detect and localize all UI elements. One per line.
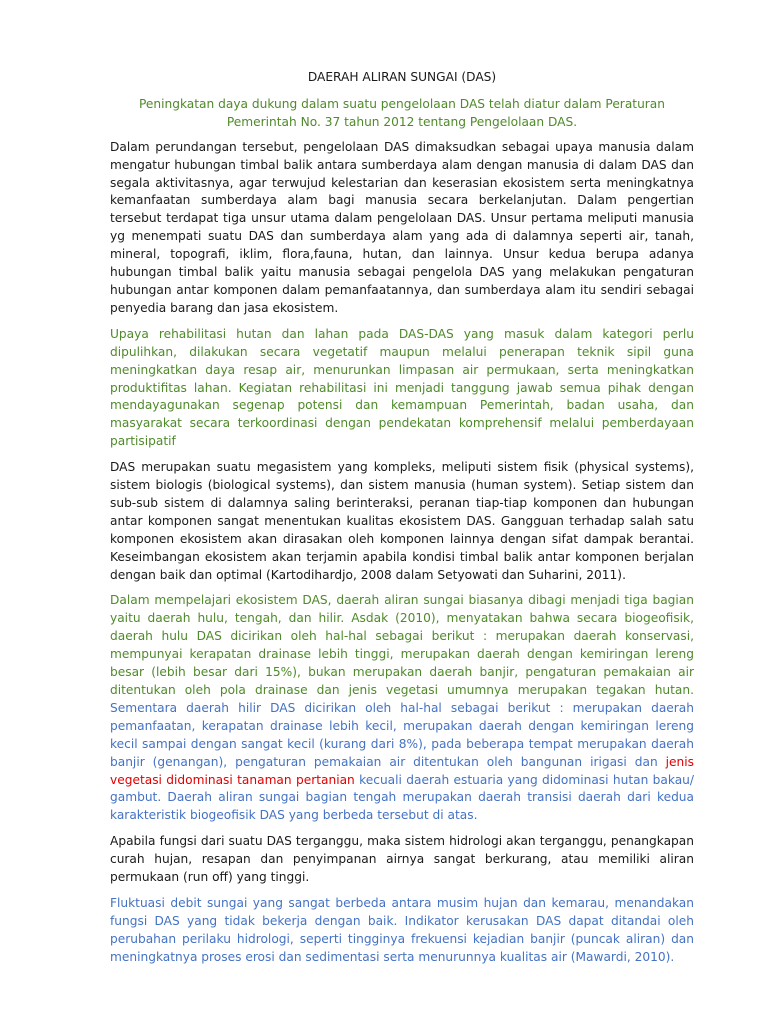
document-body xyxy=(110,66,694,975)
paragraph-4-blue-segment-2: kecuali daerah estuaria yang didominasi hutan bakau/ gambut. Daerah aliran sungai bagian tengah merupakan daerah transisi daerah dari kedua karakteristik biogeofisik DAS yang berbeda tersebut di atas. xyxy=(110,772,695,823)
document-title: DAERAH ALIRAN SUNGAI (DAS) xyxy=(307,70,497,84)
paragraph-6: Fluktuasi debit sungai yang sangat berbeda antara musim hujan dan kemarau, menandakan fungsi DAS yang tidak bekerja dengan baik. Indikator kerusakan DAS dapat ditandai oleh perubahan perilaku hidrologi, seperti tingginya frekuensi kejadian banjir (puncak aliran) dan meningkatnya proses erosi dan sedimentasi serta menurunnya kualitas air (Mawardi, 2010). xyxy=(110,895,694,964)
paragraph-2: Upaya rehabilitasi hutan dan lahan pada DAS-DAS yang masuk dalam kategori perlu dipulihkan, dilakukan secara vegetatif maupun melalui penerapan teknik sipil guna meningkatkan daya resap air, menurunkan limpasan air permukaan, serta meningkatkan produktifitas lahan. Kegiatan rehabilitasi ini menjadi tanggung jawab semua pihak dengan mendayagunakan segenap potensi dan kemampuan Pemerintah, badan usaha, dan masyarakat secara terkoordinasi dengan pendekatan komprehensif melalui pemberdayaan partisipatif xyxy=(110,326,694,449)
paragraph-4-blue-segment-1: Sementara daerah hilir DAS dicirikan oleh hal-hal sebagai berikut : merupakan daerah pemanfaatan, kerapatan drainase lebih kecil, merupakan daerah dengan kemiringan lereng kecil sampai dengan sangat kecil (kurang dari 8%), pada beberapa tempat merupakan daerah banjir (genangan), pengaturan pemakaian air ditentukan oleh bangunan irigasi dan xyxy=(110,700,694,769)
paragraph-4-green-segment: Dalam mempelajari ekosistem DAS, daerah aliran sungai biasanya dibagi menjadi tiga bagian yaitu daerah hulu, tengah, dan hilir. Asdak (2010), menyatakan bahwa secara biogeofisik, daerah hulu DAS dicirikan oleh hal-hal sebagai berikut : merupakan daerah konservasi, mempunyai kerapatan drainase lebih tinggi, merupakan daerah dengan kemiringan lereng besar (lebih besar dari 15%), bukan merupakan daerah banjir, pengaturan pemakaian air ditentukan oleh pola drainase dan jenis vegetasi umumnya merupakan tegakan hutan. xyxy=(110,593,694,697)
paragraph-1: Dalam perundangan tersebut, pengelolaan DAS dimaksudkan sebagai upaya manusia dalam mengatur hubungan timbal balik antara sumberdaya alam dengan manusia di dalam DAS dan segala aktivitasnya, agar terwujud kelestarian dan keserasian ekosistem serta meningkatnya kemanfaatan sumberdaya alam bagi manusia secara berkelanjutan. Dalam pengertian tersebut terdapat tiga unsur utama dalam pengelolaan DAS. Unsur pertama meliputi manusia yg menempati suatu DAS dan sumberdaya alam yang ada di dalamnya seperti air, tanah, mineral, topografi, iklim, flora,fauna, hutan, dan lainnya. Unsur kedua berupa adanya hubungan timbal balik yaitu manusia sebagai pengelola DAS yang melakukan pengaturan hubungan antar komponen dalam pemanfaatannya, dan sumberdaya alam itu sendiri sebagai penyedia barang dan jasa ekosistem. xyxy=(110,139,694,315)
paragraph-3: DAS merupakan suatu megasistem yang kompleks, meliputi sistem fisik (physical systems), sistem biologis (biological systems), dan sistem manusia (human system). Setiap sistem dan sub-sub sistem di dalamnya saling berinteraksi, peranan tiap-tiap komponen dan hubungan antar komponen sangat menentukan kualitas ekosistem DAS. Gangguan terhadap salah satu komponen ekosistem akan dirasakan oleh komponen lainnya dengan sifat dampak berantai. Keseimbangan ekosistem akan terjamin apabila kondisi timbal balik antar komponen berjalan dengan baik dan optimal (Kartodihardjo, 2008 dalam Setyowati dan Suharini, 2011). xyxy=(110,460,694,582)
paragraph-4 xyxy=(110,592,694,825)
paragraph-5: Apabila fungsi dari suatu DAS terganggu, maka sistem hidrologi akan terganggu, penangkapan curah hujan, resapan dan penyimpanan airnya sangat berkurang, atau memiliki aliran permukaan (run off) yang tinggi. xyxy=(110,834,694,885)
paragraph-4-red-highlight: jenis vegetasi didominasi tanaman pertanian xyxy=(110,754,694,787)
intro-paragraph: Peningkatan daya dukung dalam suatu pengelolaan DAS telah diatur dalam Peraturan Pemerintah No. 37 tahun 2012 tentang Pengelolaan DAS. xyxy=(138,96,665,129)
